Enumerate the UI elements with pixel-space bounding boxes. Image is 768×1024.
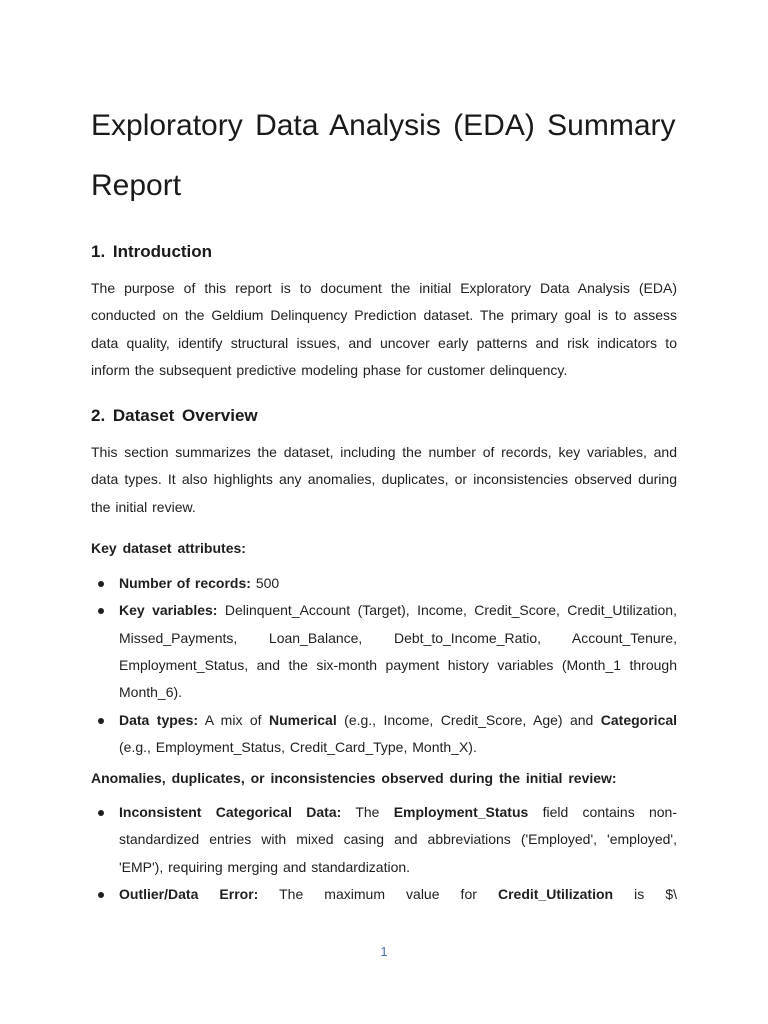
anomaly-bold: Credit_Utilization	[497, 886, 614, 903]
attribute-text: (e.g., Employment_Status, Credit_Card_Type, Month_X).	[119, 738, 477, 755]
anomaly-bold: Employment_Status	[393, 804, 529, 821]
anomaly-label: Inconsistent Categorical Data:	[119, 804, 342, 821]
bullet-icon	[98, 608, 104, 614]
page-number: 1	[380, 944, 388, 959]
anomaly-text: The	[355, 804, 380, 821]
list-item	[91, 570, 677, 597]
attribute-text: A mix of	[204, 711, 262, 728]
anomaly-text: is $\	[634, 886, 677, 903]
anomalies-list	[91, 799, 677, 908]
attribute-label: Data types:	[119, 711, 199, 728]
document-title: Exploratory Data Analysis (EDA) Summary Report	[91, 109, 676, 202]
attribute-value: Delinquent_Account (Target), Income, Credit_Score, Credit_Utilization, Missed_Payments, Loan_Balance, Debt_to_Income_Ratio, Account_Tenure, Employment_Status, and the six-month payment history variables (Month_1 through Month_6).	[119, 602, 677, 701]
attribute-text: (e.g., Income, Credit_Score, Age) and	[344, 711, 594, 728]
anomaly-label: Outlier/Data Error:	[119, 886, 259, 903]
anomalies-heading: Anomalies, duplicates, or inconsistencies observed during the initial review:	[91, 770, 617, 787]
bullet-icon	[98, 892, 104, 898]
attribute-label: Key variables:	[119, 602, 218, 619]
list-item	[91, 881, 677, 908]
bullet-icon	[98, 810, 104, 816]
document-page	[91, 96, 677, 908]
introduction-paragraph: The purpose of this report is to document the initial Exploratory Data Analysis (EDA) conducted on the Geldium Delinquency Prediction dataset. The primary goal is to assess data quality, identify structural issues, and uncover early patterns and risk indicators to inform the subsequent predictive modeling phase for customer delinquency.	[91, 280, 677, 378]
section-heading-dataset-overview: 2. Dataset Overview	[91, 406, 258, 426]
list-item	[91, 799, 677, 881]
anomaly-text: The maximum value for	[279, 886, 477, 903]
bullet-icon	[98, 718, 104, 724]
attribute-value: 500	[255, 575, 280, 592]
section-heading-introduction: 1. Introduction	[91, 242, 213, 261]
list-item	[91, 597, 677, 706]
key-attributes-heading: Key dataset attributes:	[91, 540, 246, 557]
anomaly-text: field contains non-standardized entries with mixed casing and abbreviations ('Employed', 'employed', 'EMP'), requiring merging and standardization.	[119, 804, 677, 875]
attribute-bold: Categorical	[600, 711, 678, 728]
bullet-icon	[98, 581, 104, 587]
attribute-label: Number of records:	[119, 575, 251, 592]
key-attributes-list	[91, 570, 677, 761]
list-item	[91, 707, 677, 762]
attribute-bold: Numerical	[269, 711, 337, 728]
dataset-overview-paragraph: This section summarizes the dataset, including the number of records, key variables, and data types. It also highlights any anomalies, duplicates, or inconsistencies observed during the initial review.	[91, 444, 677, 515]
